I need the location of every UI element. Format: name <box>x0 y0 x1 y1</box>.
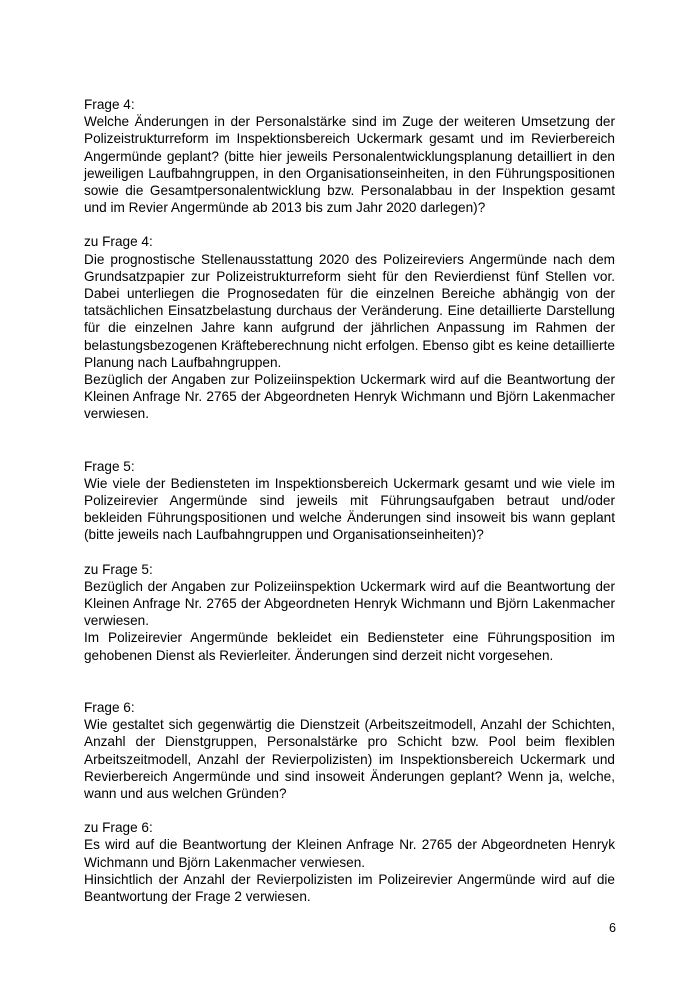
question-4-block <box>84 96 615 216</box>
question-4-text: Welche Änderungen in der Personalstärke sind im Zuge der weiteren Umsetzung der Polizeistrukturreform im Inspektionsbereich Uckermark gesamt und im Revierbereich Angermünde geplant? (bitte hier jeweils Personalentwicklungsplanung detailliert in den jeweiligen Laufbahngruppen, in den Organisationseinheiten, in den Führungspositionen sowie die Gesamtpersonalentwicklung bzw. Personalabbau in der Inspektion gesamt und im Revier Angermünde ab 2013 bis zum Jahr 2020 darlegen)? <box>84 114 615 216</box>
answer-6-heading: zu Frage 6: <box>84 820 153 836</box>
answer-6-block <box>84 819 615 905</box>
answer-6-paragraph: Hinsichtlich der Anzahl der Revierpolizisten im Polizeirevier Angermünde wird auf die Beantwortung der Frage 2 verwiesen. <box>84 871 615 904</box>
question-4-heading: Frage 4: <box>84 97 135 112</box>
question-6-heading: Frage 6: <box>84 699 135 715</box>
answer-5-block <box>84 561 615 664</box>
answer-4-paragraph: Die prognostische Stellenausstattung 2020 des Polizeireviers Angermünde nach dem Grundsatzpapier zur Polizeistrukturreform sieht für den Revierdienst fünf Stellen vor. Dabei unterliegen die Prognosedaten für die einzelnen Bereiche abhängig von der tatsächlichen Einsatzbelastung durchaus der Veränderung. Eine detaillierte Darstellung für die einzelnen Jahre kann aufgrund der jährlichen Anpassung im Rahmen der belastungsbezogenen Kräfteberechnung nicht erfolgen. Ebenso gibt es keine detaillierte Planung nach Laufbahngruppen. <box>84 251 615 370</box>
document-body <box>84 96 615 905</box>
question-6-block <box>84 699 615 802</box>
answer-4-heading: zu Frage 4: <box>84 234 153 250</box>
answer-5-heading: zu Frage 5: <box>84 561 153 577</box>
question-5-block <box>84 458 615 544</box>
question-6-text: Wie gestaltet sich gegenwärtig die Dienstzeit (Arbeitszeitmodell, Anzahl der Schichten, Anzahl der Dienstgruppen, Personalstärke pro Schicht bzw. Pool beim flexiblen Arbeitszeitmodell, Anzahl der Revierpolizisten) im Inspektionsbereich Uckermark und Revierbereich Angermünde und sind insoweit Änderungen geplant? Wenn ja, welche, wann und aus welchen Gründen? <box>84 717 615 801</box>
answer-5-paragraph: Bezüglich der Angaben zur Polizeiinspektion Uckermark wird auf die Beantwortung der Kleinen Anfrage Nr. 2765 der Abgeordneten Henryk Wichmann und Björn Lakenmacher verwiesen. <box>84 578 615 629</box>
question-5-text: Wie viele der Bediensteten im Inspektionsbereich Uckermark gesamt und wie viele im Polizeirevier Angermünde sind jeweils mit Führungsaufgaben betraut und/oder bekleiden Führungspositionen und welche Änderungen sind insoweit bis wann geplant (bitte jeweils nach Laufbahngruppen und Organisationseinheiten)? <box>84 475 615 543</box>
page-number: 6 <box>608 921 616 935</box>
answer-4-paragraph: Bezüglich der Angaben zur Polizeiinspektion Uckermark wird auf die Beantwortung der Kleinen Anfrage Nr. 2765 der Abgeordneten Henryk Wichmann und Björn Lakenmacher verwiesen. <box>84 372 615 422</box>
answer-6-paragraph: Es wird auf die Beantwortung der Kleinen Anfrage Nr. 2765 der Abgeordneten Henryk Wichmann und Björn Lakenmacher verwiesen. <box>84 837 615 870</box>
answer-4-block <box>84 233 615 422</box>
question-5-heading: Frage 5: <box>84 458 135 474</box>
answer-5-paragraph: Im Polizeirevier Angermünde bekleidet ein Bediensteter eine Führungsposition im gehobenen Dienst als Revierleiter. Änderungen sind derzeit nicht vorgesehen. <box>84 630 615 663</box>
